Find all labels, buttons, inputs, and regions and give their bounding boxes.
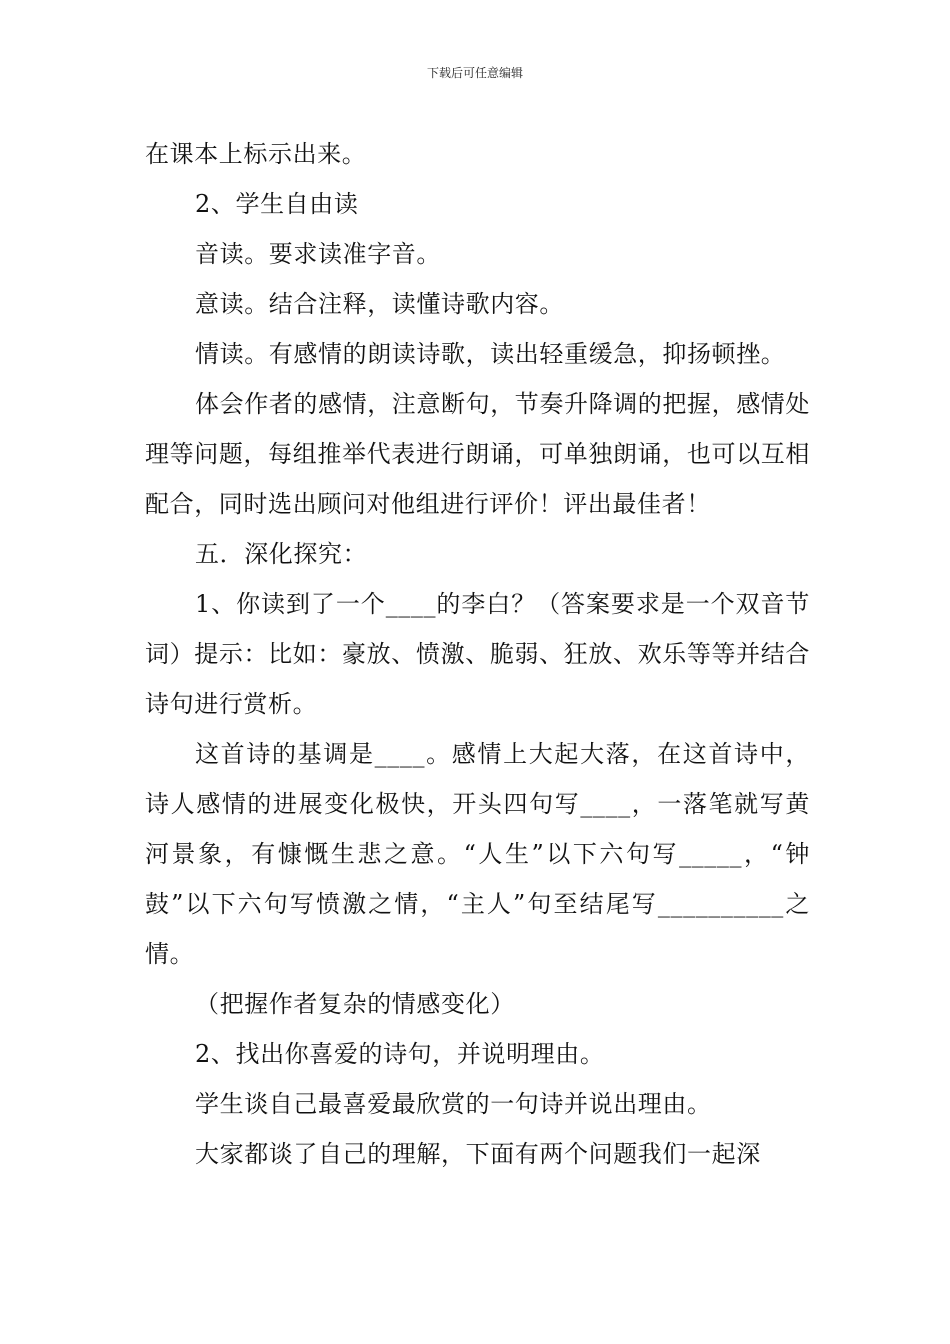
- paragraph-13: 大家都谈了自己的理解，下面有两个问题我们一起深: [195, 1140, 761, 1168]
- document-body: [145, 129, 810, 1179]
- paragraph-6: 体会作者的感情，注意断句，节奏升降调的把握，感情处理等问题，每组推举代表进行朗诵，可单独朗诵，也可以互相配合，同时选出顾问对他组进行评价！评出最佳者！: [145, 390, 810, 518]
- paragraph-10: （把握作者复杂的情感变化）: [195, 990, 515, 1018]
- paragraph-4: 意读。结合注释，读懂诗歌内容。: [195, 290, 564, 318]
- paragraph-9: 这首诗的基调是____。感情上大起大落，在这首诗中，诗人感情的进展变化极快，开头四句写____，一落笔就写黄河景象，有慷慨生悲之意。“人生”以下六句写_____，“钟鼓”以下六句写愤激之情，“主人”句至结尾写__________之情。: [145, 740, 810, 968]
- paragraph-11: 2、找出你喜爱的诗句，并说明理由。: [195, 1040, 605, 1068]
- paragraph-1: 在课本上标示出来。: [145, 140, 367, 168]
- section-heading: 五．深化探究：: [195, 540, 368, 568]
- paragraph-2: 2、学生自由读: [195, 190, 359, 218]
- paragraph-8: 1、你读到了一个____的李白？（答案要求是一个双音节词）提示：比如：豪放、愤激、脆弱、狂放、欢乐等等并结合诗句进行赏析。: [145, 590, 810, 718]
- paragraph-3: 音读。要求读准字音。: [195, 240, 441, 268]
- paragraph-12: 学生谈自己最喜爱最欣赏的一句诗并说出理由。: [195, 1090, 712, 1118]
- page-header: 下载后可任意编辑: [426, 66, 523, 80]
- paragraph-5: 情读。有感情的朗读诗歌，读出轻重缓急，抑扬顿挫。: [195, 340, 786, 368]
